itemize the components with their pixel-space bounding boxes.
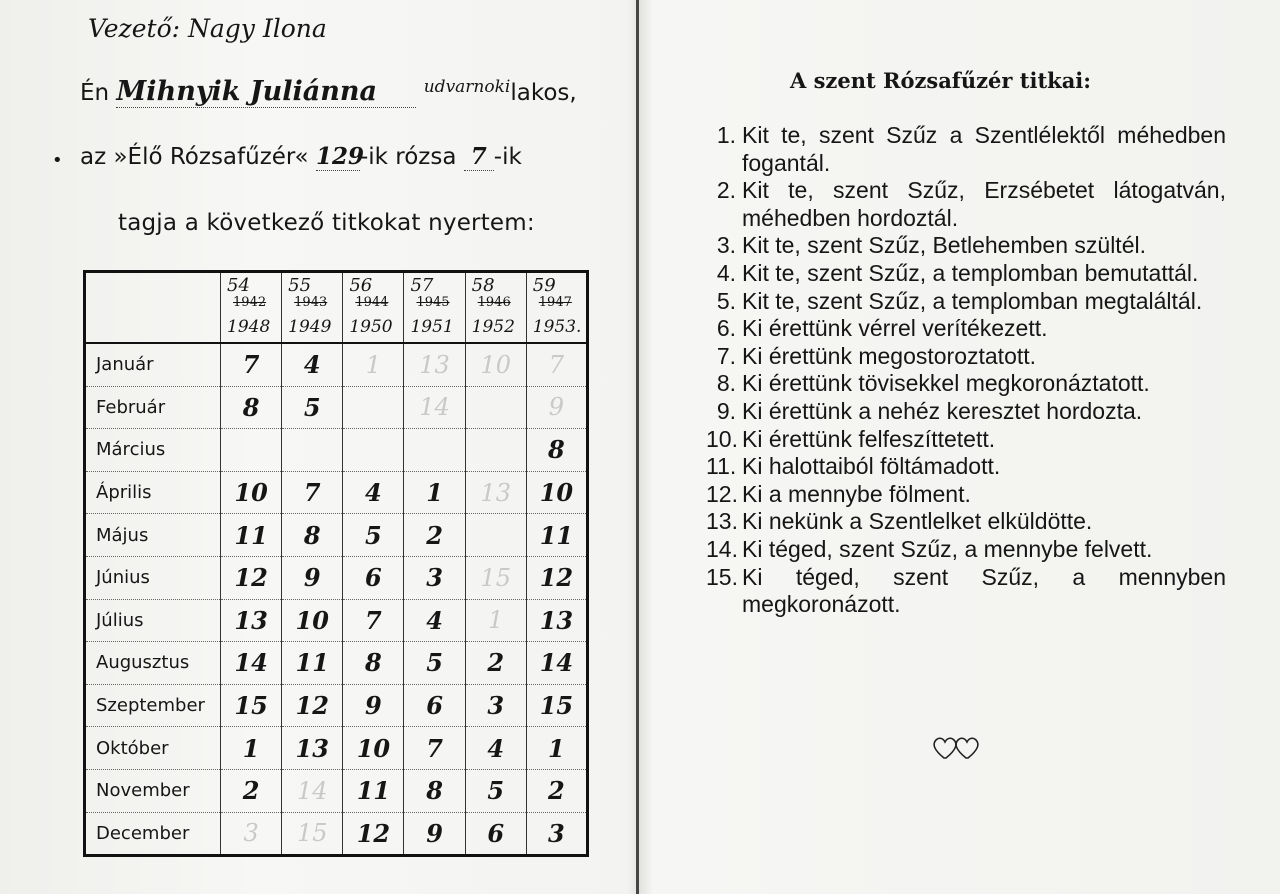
year-later-label: 1952	[471, 317, 515, 337]
mystery-number-cell: 9	[343, 684, 404, 727]
month-label: Április	[85, 471, 221, 514]
mystery-text: Ki a mennybe fölment.	[742, 480, 971, 507]
year-header-row	[85, 272, 588, 344]
mystery-number-cell: 10	[343, 727, 404, 770]
table-row	[85, 471, 588, 514]
mystery-number-cell	[404, 429, 465, 472]
mystery-number-cell: 8	[526, 429, 587, 472]
leader-line	[88, 14, 327, 43]
mystery-number-cell: 7	[343, 599, 404, 642]
mystery-number-cell: 2	[404, 514, 465, 557]
table-row	[85, 343, 588, 386]
mystery-number-cell: 9	[404, 812, 465, 856]
mystery-number: 1.	[716, 122, 736, 148]
year-header-cell	[282, 272, 343, 344]
mystery-text: Kit te, szent Szűz, Erzsébetet látogatván, méhedben hordoztál.	[742, 177, 1226, 231]
line2-suffix: -ik	[493, 144, 522, 170]
mystery-number-cell: 10	[221, 471, 282, 514]
mystery-number: 4.	[716, 259, 736, 286]
mystery-number-cell: 7	[282, 471, 343, 514]
list-item	[706, 426, 1226, 454]
month-label: Augusztus	[85, 642, 221, 685]
mystery-number-cell: 15	[221, 684, 282, 727]
mystery-number: 15.	[706, 563, 738, 590]
mystery-text: Kit te, szent Szűz, a templomban megtaláltál.	[742, 287, 1203, 314]
month-label: Január	[85, 343, 221, 386]
list-item	[706, 315, 1226, 343]
mystery-text: Kit te, szent Szűz a Szentlélektől méhedben fogantál.	[742, 122, 1226, 176]
mystery-number-cell: 15	[526, 684, 587, 727]
month-label: Május	[85, 514, 221, 557]
mystery-number-cell	[221, 429, 282, 472]
month-label: Október	[85, 727, 221, 770]
mystery-number: 8.	[716, 370, 736, 397]
mystery-number-cell: 4	[465, 727, 526, 770]
year-printed-label: 1945	[416, 295, 450, 310]
bullet-dot: •	[52, 150, 63, 171]
mystery-text: Ki érettünk vérrel verítékezett.	[742, 315, 1048, 342]
mystery-number-cell: 13	[465, 471, 526, 514]
mystery-number-cell: 4	[282, 343, 343, 386]
mystery-number-cell: 2	[465, 642, 526, 685]
year-printed-label: 1944	[355, 295, 389, 310]
mystery-number-cell: 3	[526, 812, 587, 856]
mystery-number-cell: 9	[282, 556, 343, 599]
mystery-number: 6.	[716, 315, 736, 342]
list-item	[706, 260, 1226, 288]
mystery-number-cell	[343, 386, 404, 429]
table-row	[85, 514, 588, 557]
mysteries-table	[83, 270, 589, 857]
list-item	[706, 370, 1226, 398]
mysteries-list	[706, 122, 1226, 619]
mystery-number: 5.	[716, 287, 736, 314]
year-hand-label: 58	[471, 275, 495, 296]
list-item	[706, 453, 1226, 481]
mystery-number-cell: 6	[404, 684, 465, 727]
mystery-text: Ki halottaiból föltámadott.	[742, 453, 1001, 480]
mysteries-intro: tagja a következő titkokat nyertem:	[118, 210, 535, 236]
table-row	[85, 599, 588, 642]
mystery-number-cell: 9	[526, 386, 587, 429]
mystery-number-cell: 13	[404, 343, 465, 386]
mystery-text: Kit te, szent Szűz, Betlehemben szültél.	[742, 232, 1146, 259]
year-header-cell	[465, 272, 526, 344]
mystery-number-cell: 12	[221, 556, 282, 599]
line1-suffix: lakos,	[510, 80, 577, 106]
mystery-number-cell: 14	[221, 642, 282, 685]
mystery-number-cell: 3	[221, 812, 282, 856]
year-later-label: 1949	[288, 317, 332, 337]
member-name: Mihnyik Juliánna	[116, 76, 416, 108]
mystery-number-cell: 14	[526, 642, 587, 685]
mystery-number-cell: 7	[404, 727, 465, 770]
month-label: Július	[85, 599, 221, 642]
month-label: November	[85, 769, 221, 812]
mystery-number-cell: 11	[221, 514, 282, 557]
table-row	[85, 727, 588, 770]
year-later-label: 1951	[410, 317, 454, 337]
double-heart-ornament-icon	[930, 732, 990, 762]
mystery-number-cell: 8	[282, 514, 343, 557]
mystery-number: 2.	[716, 177, 736, 204]
mystery-number-cell: 2	[526, 769, 587, 812]
mystery-text: Ki téged, szent Szűz, a mennyben megkoronázott.	[742, 563, 1226, 618]
mystery-number-cell: 12	[343, 812, 404, 856]
year-header-cell	[526, 272, 587, 344]
mystery-number-cell: 6	[343, 556, 404, 599]
mystery-number-cell: 5	[465, 769, 526, 812]
month-label: Június	[85, 556, 221, 599]
line2-prefix: az »Élő Rózsafűzér«	[80, 144, 309, 170]
year-hand-label: 59	[532, 275, 556, 296]
mystery-number-cell: 10	[526, 471, 587, 514]
mystery-number: 7.	[716, 342, 736, 369]
month-label: Február	[85, 386, 221, 429]
mystery-number-cell: 13	[221, 599, 282, 642]
page-fold	[636, 0, 639, 894]
month-label: December	[85, 812, 221, 856]
list-item	[706, 564, 1226, 619]
year-header-cell	[221, 272, 282, 344]
mystery-number-cell: 8	[404, 769, 465, 812]
year-header-cell	[343, 272, 404, 344]
residence: udvarnoki	[423, 77, 511, 97]
mystery-number-cell: 15	[282, 812, 343, 856]
mystery-number-cell: 1	[465, 599, 526, 642]
mystery-number-cell: 6	[465, 812, 526, 856]
table-row	[85, 556, 588, 599]
mystery-number-cell: 11	[343, 769, 404, 812]
mystery-number-cell: 8	[343, 642, 404, 685]
member-line	[80, 76, 577, 108]
list-item	[706, 177, 1226, 232]
mystery-text: Ki érettünk a nehéz keresztet hordozta.	[742, 397, 1143, 424]
mystery-number-cell: 4	[343, 471, 404, 514]
mystery-number-cell: 3	[404, 556, 465, 599]
mystery-number-cell: 3	[465, 684, 526, 727]
list-item	[706, 508, 1226, 536]
year-later-label: 1950	[349, 317, 393, 337]
table-row	[85, 642, 588, 685]
list-item	[706, 343, 1226, 371]
mystery-number: 11.	[706, 453, 737, 480]
year-later-label: 1953.	[532, 317, 582, 337]
mystery-text: Kit te, szent Szűz, a templomban bemutattál.	[742, 259, 1199, 286]
mystery-number-cell: 15	[465, 556, 526, 599]
mystery-number-cell: 14	[404, 386, 465, 429]
month-label: Szeptember	[85, 684, 221, 727]
year-printed-label: 1946	[477, 295, 511, 310]
mystery-number-cell	[343, 429, 404, 472]
table-row	[85, 684, 588, 727]
mystery-text: Ki téged, szent Szűz, a mennybe felvett.	[742, 535, 1153, 562]
mystery-number-cell: 4	[404, 599, 465, 642]
year-later-label: 1948	[227, 317, 271, 337]
mystery-number-cell: 7	[526, 343, 587, 386]
leader-name: Nagy Ilona	[188, 14, 327, 43]
mystery-number-cell: 2	[221, 769, 282, 812]
mystery-number-cell: 14	[282, 769, 343, 812]
month-header-cell	[85, 272, 221, 344]
mystery-number-cell: 10	[282, 599, 343, 642]
rose-member: 7	[464, 143, 494, 171]
mystery-number-cell: 1	[343, 343, 404, 386]
mystery-number-cell: 1	[221, 727, 282, 770]
line2-mid: -ik rózsa	[359, 144, 457, 170]
mystery-text: Ki érettünk megostoroztatott.	[742, 342, 1037, 369]
month-label: Március	[85, 429, 221, 472]
mystery-number-cell: 8	[221, 386, 282, 429]
mystery-number-cell: 10	[465, 343, 526, 386]
rose-group: 129	[315, 143, 364, 170]
mystery-number: 14.	[706, 535, 738, 562]
mystery-number-cell	[282, 429, 343, 472]
year-hand-label: 56	[349, 275, 373, 296]
table-row	[85, 429, 588, 472]
year-header-cell	[404, 272, 465, 344]
mystery-number-cell: 5	[343, 514, 404, 557]
year-printed-label: 1942	[233, 295, 267, 310]
mystery-number-cell: 11	[282, 642, 343, 685]
mystery-number-cell: 5	[282, 386, 343, 429]
table-row	[85, 386, 588, 429]
mystery-number-cell: 1	[526, 727, 587, 770]
mystery-number-cell: 7	[221, 343, 282, 386]
line1-prefix: Én	[80, 80, 110, 106]
mystery-number: 9.	[716, 397, 736, 424]
mystery-number: 10.	[706, 425, 738, 452]
list-item	[706, 232, 1226, 260]
mystery-number-cell: 12	[282, 684, 343, 727]
mystery-number: 3.	[716, 232, 736, 259]
page-title: A szent Rózsafűzér titkai:	[790, 68, 1092, 93]
year-hand-label: 57	[410, 275, 434, 296]
table-row	[85, 769, 588, 812]
mystery-number: 12.	[706, 480, 738, 507]
mystery-text: Ki nekünk a Szentlelket elküldötte.	[742, 508, 1093, 535]
table-row	[85, 812, 588, 856]
rose-line	[80, 143, 522, 171]
year-printed-label: 1947	[538, 295, 572, 310]
mystery-number-cell	[465, 386, 526, 429]
mystery-number-cell: 11	[526, 514, 587, 557]
list-item	[706, 536, 1226, 564]
list-item	[706, 288, 1226, 316]
mystery-number-cell: 13	[526, 599, 587, 642]
list-item	[706, 122, 1226, 177]
mystery-text: Ki érettünk tövisekkel megkoronáztatott.	[742, 370, 1150, 397]
year-hand-label: 55	[288, 275, 312, 296]
list-item	[706, 481, 1226, 509]
leader-label: Vezető:	[88, 14, 181, 43]
mystery-number-cell: 1	[404, 471, 465, 514]
mystery-number: 13.	[706, 508, 738, 535]
mystery-number-cell	[465, 514, 526, 557]
list-item	[706, 398, 1226, 426]
year-hand-label: 54	[227, 275, 250, 296]
mystery-number-cell: 12	[526, 556, 587, 599]
year-printed-label: 1943	[294, 295, 328, 310]
mystery-number-cell	[465, 429, 526, 472]
mystery-text: Ki érettünk felfeszíttetett.	[742, 425, 996, 452]
mystery-number-cell: 5	[404, 642, 465, 685]
mystery-number-cell: 13	[282, 727, 343, 770]
